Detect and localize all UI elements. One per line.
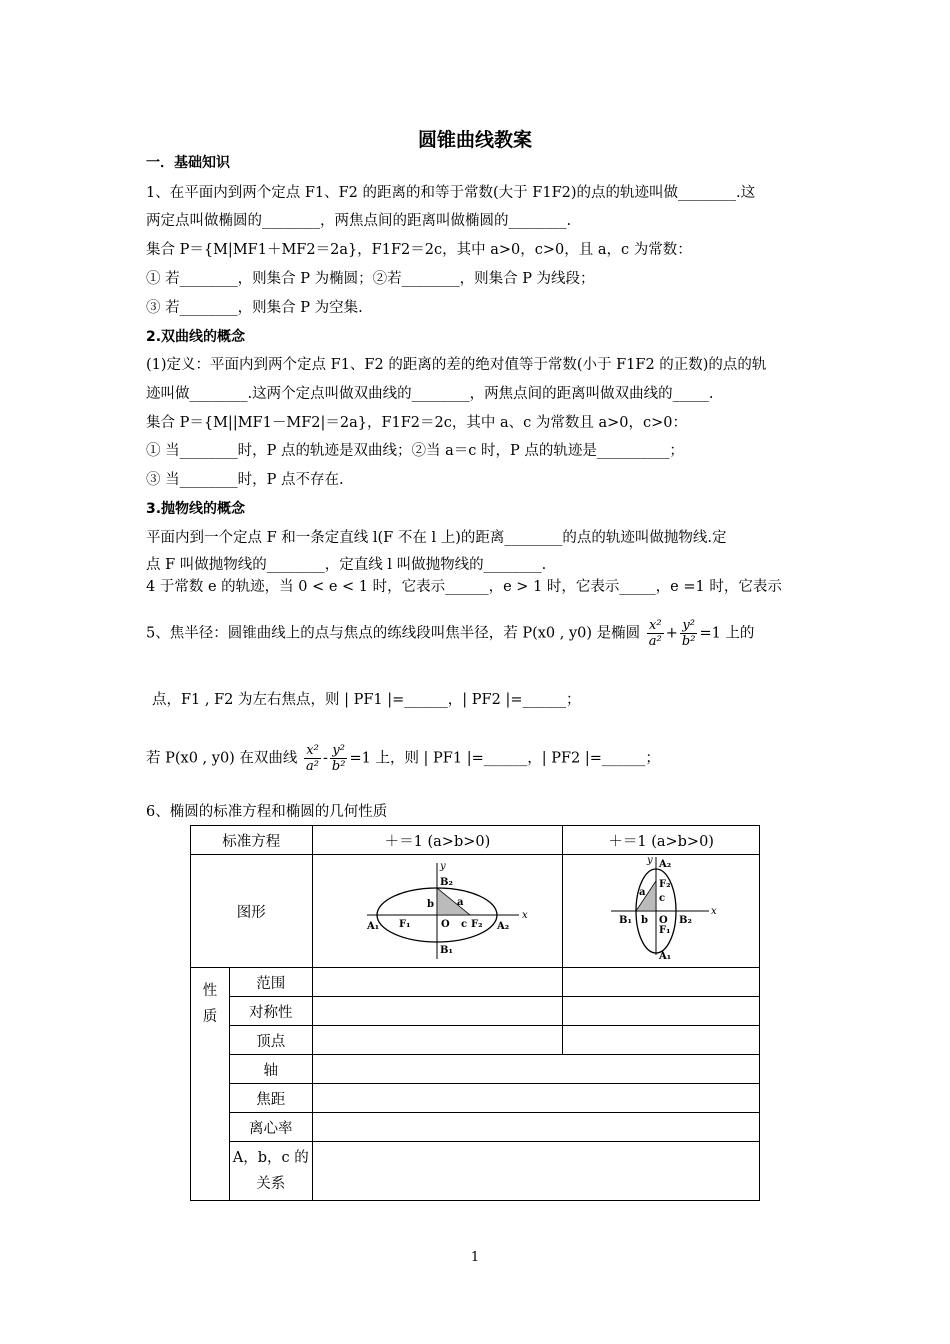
label-y: y xyxy=(647,855,653,866)
label-F1: F₁ xyxy=(399,919,411,930)
row-vertex: 顶点 xyxy=(229,1026,312,1055)
label-x: x xyxy=(522,910,529,921)
cell-abc-relation xyxy=(312,1142,759,1201)
hyperbola-point-text: 若 P(x0 , y0) 在双曲线 xyxy=(146,750,298,767)
cell-symmetry-horizontal xyxy=(312,997,563,1026)
hyperbola-def-line1: (1)定义：平面内到两个定点 F1、F2 的距离的差的绝对值等于常数(小于 F1F2 的正数)的点的轨 xyxy=(146,357,767,373)
ellipse-case-line1: ① 若________，则集合 P 为椭圆；②若________，则集合 P 为线段； xyxy=(146,271,595,287)
ellipse-set-line: 集合 P＝{M|MF1＋MF2＝2a}，F1F2＝2c，其中 a>0，c>0，且 a，c 为常数： xyxy=(146,242,692,258)
label-B1: B₁ xyxy=(440,945,454,956)
fraction-x2-a2: $\frac{\text{x²}}{\text{a²}}$ xyxy=(648,618,662,649)
focal-radius-line2: 点，F1 , F2 为左右焦点，则 | PF1 |=______，| PF2 |=______； xyxy=(152,692,581,708)
ellipse-properties-table xyxy=(190,825,760,1201)
label-A2: A₂ xyxy=(659,859,672,870)
page-title: 圆锥曲线教案 xyxy=(417,129,532,151)
section-hyperbola: 2.双曲线的概念 xyxy=(146,329,246,345)
header-figure: 图形 xyxy=(191,855,313,968)
focal-radius-line3: 若 P(x0 , y0) 在双曲线 $\frac{\text{x²}}{\text{a²}}$ - $\frac{\text{y²}}{\text{b²}}$ =1 上，则 | PF1 |=______，| PF2 |=______； xyxy=(146,743,660,774)
label-y: y xyxy=(440,861,447,872)
header-standard-eq: 标准方程 xyxy=(191,826,313,855)
fraction-y2-b2: $\frac{\text{y²}}{\text{b²}}$ xyxy=(681,618,696,649)
label-B2: B₂ xyxy=(440,877,454,888)
ellipse-case-line2: ③ 若________，则集合 P 为空集. xyxy=(146,300,363,316)
hyperbola-set-line: 集合 P＝{M||MF1－MF2|＝2a}，F1F2＝2c，其中 a、c 为常数且 a>0，c>0： xyxy=(146,415,687,431)
parabola-def-line2: 点 F 叫做抛物线的________，定直线 l 叫做抛物线的________. xyxy=(146,557,547,573)
label-A1: A₁ xyxy=(367,921,380,932)
cell-vertex-vertical xyxy=(563,1026,760,1055)
horizontal-ellipse-diagram xyxy=(337,855,537,963)
label-a: a xyxy=(639,887,646,898)
cell-axis xyxy=(312,1055,759,1084)
cell-eccentricity xyxy=(312,1113,759,1142)
cell-vertex-horizontal xyxy=(312,1026,563,1055)
section-basic: 一．基础知识 xyxy=(146,155,230,171)
label-a: a xyxy=(457,897,464,908)
hyperbola-def-line2: 迹叫做________.这两个定点叫做双曲线的________，两焦点间的距离叫做双曲线的_____. xyxy=(146,386,714,402)
properties-label: 性 质 xyxy=(191,968,230,1201)
hyperbola-case-line1: ① 当________时，P 点的轨迹是双曲线；②当 a＝c 时，P 点的轨迹是__________； xyxy=(146,443,684,459)
ellipse-equation-tail: =1 上的 xyxy=(699,625,755,642)
label-A2: A₂ xyxy=(497,921,510,932)
row-abc-relation: A，b，c 的 关系 xyxy=(229,1142,312,1201)
focal-radius-line1: 5、焦半径：圆锥曲线上的点与焦点的练线段叫焦半径，若 P(x0 , y0) 是椭圆 $\frac{\text{x²}}{\text{a²}}$ + $\frac{\text{y²}}{\text{b²}}$ =1 上的 xyxy=(146,618,755,649)
label-B1: B₁ xyxy=(619,915,633,926)
focal-radius-text: 5、焦半径：圆锥曲线上的点与焦点的练线段叫焦半径，若 P(x0 , y0) 是椭圆 xyxy=(146,625,641,642)
table-caption: 6、椭圆的标准方程和椭圆的几何性质 xyxy=(146,804,388,820)
section-parabola: 3.抛物线的概念 xyxy=(146,501,246,517)
row-focal-distance: 焦距 xyxy=(229,1084,312,1113)
eccentricity-line: 4 于常数 e 的轨迹，当 0 < e < 1 时，它表示______，e > 1 时，它表示_____，e =1 时，它表示 xyxy=(146,579,782,595)
label-x: x xyxy=(711,906,717,917)
parabola-def-line1: 平面内到一个定点 F 和一条定直线 l(F 不在 l 上)的距离________的点的轨迹叫做抛物线.定 xyxy=(146,530,727,546)
vertical-ellipse-diagram xyxy=(601,855,721,963)
label-B2: B₂ xyxy=(679,915,693,926)
label-c: c xyxy=(461,919,468,930)
label-c: c xyxy=(659,893,666,904)
fraction-y2-b2-hyp: $\frac{\text{y²}}{\text{b²}}$ xyxy=(331,743,346,774)
ellipse-def-line2: 两定点叫做椭圆的________，两焦点间的距离叫做椭圆的________. xyxy=(146,213,572,229)
row-symmetry: 对称性 xyxy=(229,997,312,1026)
figure-vertical-ellipse xyxy=(563,855,760,968)
hyperbola-equation-tail: =1 上，则 | PF1 |=______，| PF2 |=______； xyxy=(349,750,660,767)
cell-symmetry-vertical xyxy=(563,997,760,1026)
row-axis: 轴 xyxy=(229,1055,312,1084)
label-b: b xyxy=(427,899,435,910)
hyperbola-case-line2: ③ 当________时，P 点不存在. xyxy=(146,472,344,488)
cell-range-horizontal xyxy=(312,968,563,997)
shaded-triangle xyxy=(437,888,470,915)
label-A1: A₁ xyxy=(659,951,672,962)
header-eq-horizontal: ＋＝1 (a>b>0) xyxy=(312,826,563,855)
header-eq-vertical: ＋＝1 (a>b>0) xyxy=(563,826,760,855)
label-F2: F₂ xyxy=(471,919,483,930)
label-F1: F₁ xyxy=(659,925,671,936)
label-F2: F₂ xyxy=(659,879,671,890)
row-eccentricity: 离心率 xyxy=(229,1113,312,1142)
figure-horizontal-ellipse xyxy=(312,855,563,968)
label-O: O xyxy=(441,919,451,930)
page-number: 1 xyxy=(470,1250,480,1265)
cell-range-vertical xyxy=(563,968,760,997)
label-O: O xyxy=(659,915,668,926)
label-b: b xyxy=(641,915,649,926)
cell-focal-distance xyxy=(312,1084,759,1113)
fraction-x2-a2-hyp: $\frac{\text{x²}}{\text{a²}}$ xyxy=(306,743,320,774)
row-range: 范围 xyxy=(229,968,312,997)
ellipse-def-line1: 1、在平面内到两个定点 F1、F2 的距离的和等于常数(大于 F1F2)的点的轨迹叫做________.这 xyxy=(146,185,756,201)
